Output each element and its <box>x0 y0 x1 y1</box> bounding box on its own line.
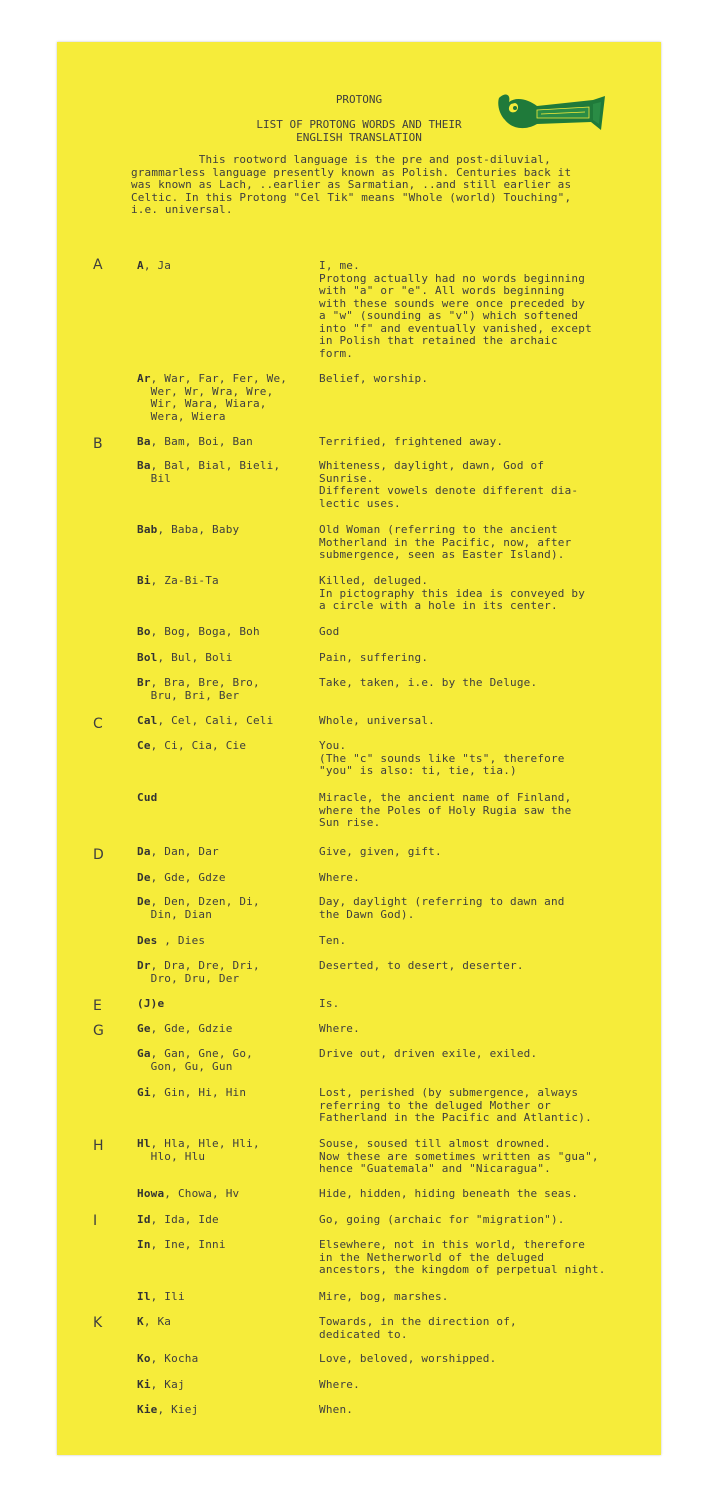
translation-entry: Miracle, the ancient name of Finland, where the Poles of Holy Rugia saw the Sun rise. <box>319 791 572 829</box>
translation-entry: When. <box>319 1403 354 1416</box>
word-entry: Id, Ida, Ide <box>137 1213 219 1226</box>
section-letter-a: A <box>93 257 103 273</box>
section-letter-b: B <box>93 436 103 452</box>
word-entry: Ce, Ci, Cia, Cie <box>137 739 247 752</box>
translation-entry: Mire, bog, marshes. <box>319 1290 449 1303</box>
translation-entry: Drive out, driven exile, exiled. <box>319 1047 538 1060</box>
translation-entry: Is. <box>319 997 340 1010</box>
green-horn-emblem-icon <box>497 90 607 140</box>
word-entry: Ar, War, Far, Fer, We, Wer, Wr, Wra, Wre, Wir, Wara, Wiara, Wera, Wiera <box>137 372 288 423</box>
word-entry: In, Ine, Inni <box>137 1238 226 1251</box>
section-letter-i: I <box>93 1213 98 1229</box>
word-entry: Des , Dies <box>137 934 206 947</box>
translation-entry: I, me. Protong actually had no words beginning with "a" or "e". All words beginning with these sounds were once preceded by a "w" (sounding as "v") which softened into "f" and eventually vanished, except in Polish that retained the archaic form. <box>319 259 592 360</box>
section-letter-k: K <box>93 1315 103 1331</box>
translation-entry: You. (The "c" sounds like "ts", therefore "you" is also: ti, tie, tia.) <box>319 739 565 777</box>
translation-entry: Belief, worship. <box>319 372 429 385</box>
translation-entry: Killed, deluged. In pictography this idea is conveyed by a circle with a hole in its center. <box>319 574 586 612</box>
translation-entry: Go, going (archaic for "migration"). <box>319 1213 565 1226</box>
translation-entry: Where. <box>319 1378 360 1391</box>
word-entry: Hl, Hla, Hle, Hli, Hlo, Hlu <box>137 1137 260 1163</box>
word-entry: Ba, Bam, Boi, Ban <box>137 435 253 448</box>
section-letter-h: H <box>93 1138 104 1154</box>
word-entry: Ba, Bal, Bial, Bieli, Bil <box>137 459 281 485</box>
section-letter-e: E <box>93 998 102 1014</box>
document-subtitle-line-1: LIST OF PROTONG WORDS AND THEIR <box>256 118 462 131</box>
introduction-paragraph: This rootword language is the pre and post-diluvial, grammarless language presently known as Polish. Centuries back it was known as Lach, ..earlier as Sarmatian, ..and still earlier as Celtic. In this Protong "Cel Tik" means "Whole (world) Touching", i.e. universal. <box>131 153 572 216</box>
word-entry: Br, Bra, Bre, Bro, Bru, Bri, Ber <box>137 676 260 702</box>
word-entry: Dr, Dra, Dre, Dri, Dro, Dru, Der <box>137 959 260 985</box>
word-entry: Kie, Kiej <box>137 1403 199 1416</box>
word-entry: Howa, Chowa, Hv <box>137 1187 240 1200</box>
translation-entry: Love, beloved, worshipped. <box>319 1352 497 1365</box>
word-entry: (J)e <box>137 997 165 1010</box>
section-letter-d: D <box>93 847 104 863</box>
word-entry: Gi, Gin, Hi, Hin <box>137 1086 247 1099</box>
translation-entry: Souse, soused till almost drowned. Now these are sometimes written as "gua", hence "Guatemala" and "Nicaragua". <box>319 1137 599 1175</box>
word-entry: Bo, Bog, Boga, Boh <box>137 625 260 638</box>
translation-entry: Whole, universal. <box>319 714 435 727</box>
translation-entry: Elsewhere, not in this world, therefore in the Netherworld of the deluged ancestors, the kingdom of perpetual night. <box>319 1238 606 1276</box>
word-entry: Bi, Za-Bi-Ta <box>137 574 219 587</box>
translation-entry: Terrified, frightened away. <box>319 435 504 448</box>
word-entry: Cud <box>137 791 158 804</box>
translation-entry: Give, given, gift. <box>319 845 442 858</box>
word-entry: Bab, Baba, Baby <box>137 523 240 536</box>
document-title: PROTONG <box>335 93 383 106</box>
translation-entry: Deserted, to desert, deserter. <box>319 959 524 972</box>
document-subtitle-line-2: ENGLISH TRANSLATION <box>296 130 422 144</box>
word-entry: De, Den, Dzen, Di, Din, Dian <box>137 895 260 921</box>
translation-entry: Pain, suffering. <box>319 651 429 664</box>
translation-entry: Day, daylight (referring to dawn and the Dawn God). <box>319 895 565 921</box>
word-entry: Ko, Kocha <box>137 1352 199 1365</box>
translation-entry: Ten. <box>319 934 347 947</box>
translation-entry: Old Woman (referring to the ancient Motherland in the Pacific, now, after submergence, seen as Easter Island). <box>319 523 572 561</box>
word-entry: Ki, Kaj <box>137 1378 185 1391</box>
translation-entry: Towards, in the direction of, dedicated to. <box>319 1315 517 1341</box>
word-entry: Il, Ili <box>137 1290 185 1303</box>
translation-entry: Where. <box>319 871 360 884</box>
word-entry: Ga, Gan, Gne, Go, Gon, Gu, Gun <box>137 1047 253 1073</box>
section-letter-c: C <box>93 716 103 732</box>
translation-entry: Hide, hidden, hiding beneath the seas. <box>319 1187 579 1200</box>
section-letter-g: G <box>93 1023 104 1039</box>
word-entry: A, Ja <box>137 259 172 272</box>
translation-entry: God <box>319 625 340 638</box>
translation-entry: Whiteness, daylight, dawn, God of Sunrise. Different vowels denote different dia- lectic uses. <box>319 459 579 510</box>
document-page <box>57 42 661 1455</box>
word-entry: De, Gde, Gdze <box>137 871 226 884</box>
word-entry: Cal, Cel, Cali, Celi <box>137 714 274 727</box>
translation-entry: Take, taken, i.e. by the Deluge. <box>319 676 538 689</box>
word-entry: Ge, Gde, Gdzie <box>137 1022 233 1035</box>
translation-entry: Where. <box>319 1022 360 1035</box>
word-entry: K, Ka <box>137 1315 172 1328</box>
word-entry: Bol, Bul, Boli <box>137 651 233 664</box>
word-entry: Da, Dan, Dar <box>137 845 219 858</box>
translation-entry: Lost, perished (by submergence, always referring to the deluged Mother or Fatherland in the Pacific and Atlantic). <box>319 1086 592 1124</box>
